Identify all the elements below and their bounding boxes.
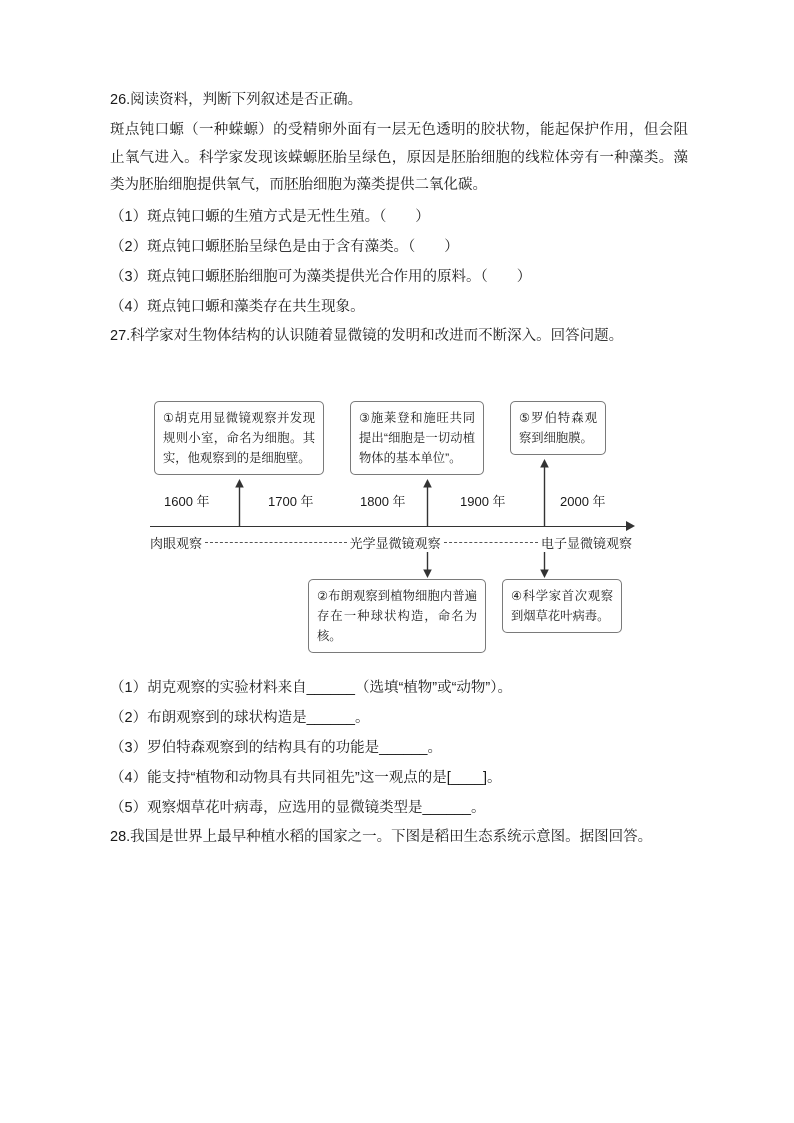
q27-item-5: （5）观察烟草花叶病毒，应选用的显微镜类型是______。 — [110, 799, 486, 816]
dashed-connector — [205, 542, 347, 543]
microscope-history-diagram — [150, 393, 634, 659]
q27-title: 27.科学家对生物体结构的认识随着显微镜的发明和改进而不断深入。回答问题。 — [110, 327, 624, 344]
q26-item-3: （3）斑点钝口螈胚胎细胞可为藻类提供光合作用的原料。（ ） — [110, 268, 532, 285]
q27-item-4: （4）能支持“植物和动物具有共同祖先”这一观点的是[____]。 — [110, 769, 502, 786]
year-label-1800: 1800 年 — [360, 493, 406, 509]
q27-item-2: （2）布朗观察到的球状构造是______。 — [110, 709, 370, 726]
q26-item-2: （2）斑点钝口螈胚胎呈绿色是由于含有藻类。（ ） — [110, 238, 459, 255]
year-label-1900: 1900 年 — [460, 493, 506, 509]
q26-title: 26.阅读资料，判断下列叙述是否正确。 — [110, 92, 363, 108]
q26-item-1: （1）斑点钝口螈的生殖方式是无性生殖。（ ） — [110, 208, 430, 225]
q27-item-1: （1）胡克观察的实验材料来自______（选填“植物”或“动物”）。 — [110, 679, 513, 696]
diagram-box-brown: ②布朗观察到植物细胞内普遍存在一种球状构造，命名为核。 — [308, 579, 486, 653]
q26-item-4: （4）斑点钝口螈和藻类存在共生现象。 — [110, 298, 365, 315]
down-arrow-icon — [422, 552, 433, 578]
document-content — [110, 86, 688, 852]
year-label-2000: 2000 年 — [560, 493, 606, 509]
timeline-axis — [150, 526, 626, 527]
up-arrow-icon — [234, 479, 245, 526]
diagram-box-robertson: ⑤罗伯特森观察到细胞膜。 — [510, 401, 606, 455]
diagram-box-tmv: ④科学家首次观察到烟草花叶病毒。 — [502, 579, 622, 633]
q26-passage: 斑点钝口螈（一种蝾螈）的受精卵外面有一层无色透明的胶状物，能起保护作用，但会阻止氧气进入。科学家发现该蝾螈胚胎呈绿色，原因是胚胎细胞的线粒体旁有一种藻类。藻类为胚胎细胞提供氧气，而胚胎细胞为藻类提供二氧化碳。 — [110, 122, 688, 193]
year-label-1600: 1600 年 — [164, 493, 210, 509]
dashed-connector — [444, 542, 538, 543]
q28-title: 28.我国是世界上最早种植水稻的国家之一。下图是稻田生态系统示意图。据图回答。 — [110, 828, 653, 845]
q27-item-3: （3）罗伯特森观察到的结构具有的功能是______。 — [110, 739, 442, 756]
up-arrow-icon — [539, 459, 550, 526]
down-arrow-icon — [539, 552, 550, 578]
method-electron-microscope: 电子显微镜观察 — [540, 535, 632, 551]
method-light-microscope: 光学显微镜观察 — [349, 535, 441, 551]
method-naked-eye: 肉眼观察 — [150, 535, 203, 551]
diagram-box-hooke: ①胡克用显微镜观察并发现规则小室，命名为细胞。其实，他观察到的是细胞壁。 — [154, 401, 324, 475]
year-label-1700: 1700 年 — [268, 493, 314, 509]
observation-methods-row — [150, 533, 632, 552]
up-arrow-icon — [422, 479, 433, 526]
diagram-box-schleiden-schwann: ③施莱登和施旺共同提出“细胞是一切动植物体的基本单位”。 — [350, 401, 484, 475]
